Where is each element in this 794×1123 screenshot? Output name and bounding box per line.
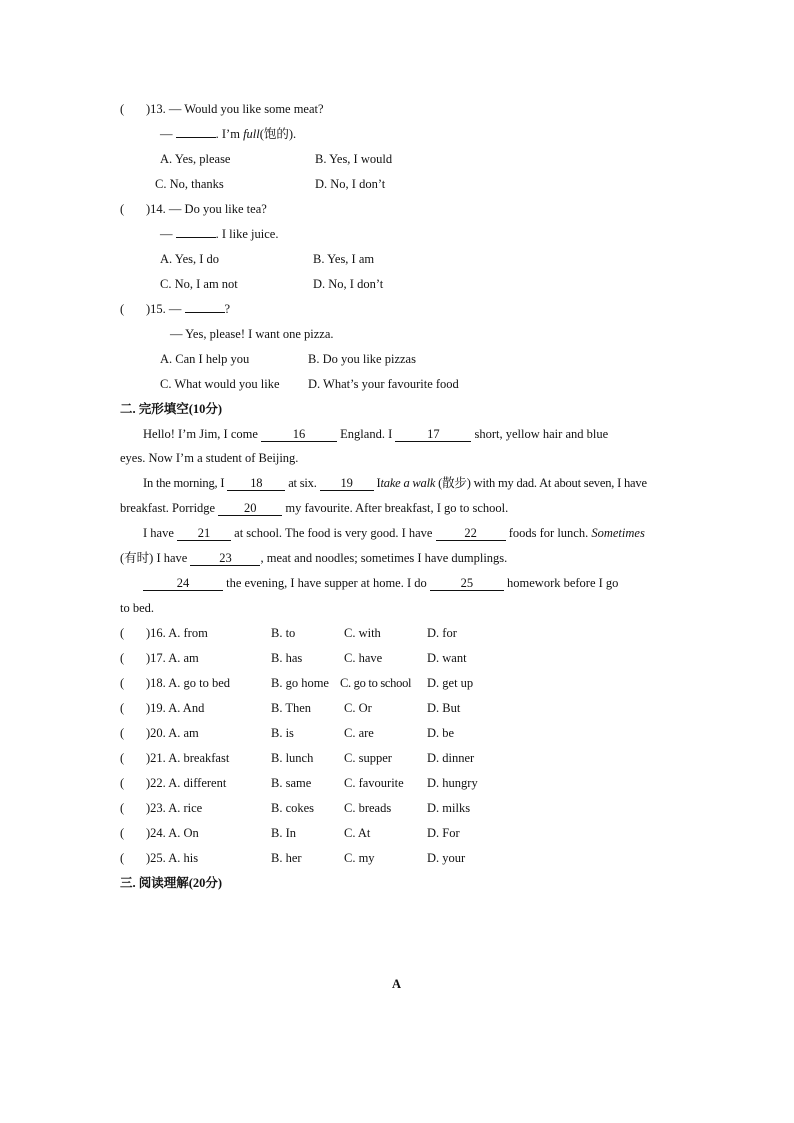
passage-text: , meat and noodles; sometimes I have dumplings. bbox=[260, 551, 508, 565]
passage-text: homework before I go bbox=[507, 576, 619, 590]
cloze-option-b: B. cokes bbox=[271, 801, 315, 815]
cloze-option-c: C. are bbox=[344, 726, 374, 740]
cloze-option-d: D. For bbox=[427, 826, 460, 840]
cloze-option-c: C. breads bbox=[344, 801, 392, 815]
cloze-option-c: C. At bbox=[344, 826, 371, 840]
cloze-option-b: B. her bbox=[271, 851, 302, 865]
blank-22[interactable]: 22 bbox=[436, 527, 506, 541]
passage-line-7 bbox=[143, 575, 618, 591]
cloze-option-a: )17. A. am bbox=[146, 651, 199, 665]
cloze-option-b: B. same bbox=[271, 776, 312, 790]
cloze-option-b: B. is bbox=[271, 726, 294, 740]
blank-16[interactable]: 16 bbox=[261, 428, 337, 442]
option-a: A. Can I help you bbox=[160, 352, 250, 366]
cloze-option-b: B. to bbox=[271, 626, 296, 640]
cloze-option-d: D. be bbox=[427, 726, 455, 740]
blank-25[interactable]: 25 bbox=[430, 577, 504, 591]
cloze-option-c: C. favourite bbox=[344, 776, 404, 790]
cloze-option-b: B. has bbox=[271, 651, 303, 665]
cloze-option-d: D. But bbox=[427, 701, 461, 715]
reply-dash: — bbox=[160, 227, 173, 241]
reply-word: full bbox=[243, 127, 260, 141]
answer-blank[interactable] bbox=[176, 237, 216, 238]
cloze-option-a: )22. A. different bbox=[146, 776, 227, 790]
option-a: A. Yes, I do bbox=[160, 252, 220, 266]
cloze-option-a: )23. A. rice bbox=[146, 801, 203, 815]
passage-line-4 bbox=[120, 500, 508, 516]
passage-text: at six. bbox=[288, 476, 317, 490]
passage-text: the evening, I have supper at home. I do bbox=[226, 576, 427, 590]
question-stem: )15. — bbox=[146, 302, 182, 316]
option-c: C. What would you like bbox=[160, 377, 280, 391]
question-13-reply bbox=[160, 126, 296, 142]
passage-text: In the morning, I bbox=[143, 476, 225, 490]
passage-text: I bbox=[376, 476, 381, 490]
passage-line-2: eyes. Now I’m a student of Beijing. bbox=[120, 451, 299, 465]
passage-line-5 bbox=[143, 525, 645, 541]
answer-paren: ( bbox=[120, 302, 125, 316]
cloze-option-b: B. Then bbox=[271, 701, 312, 715]
option-d: D. What’s your favourite food bbox=[308, 377, 459, 391]
reply-text: . I like juice. bbox=[215, 227, 279, 241]
cloze-option-d: D. dinner bbox=[427, 751, 475, 765]
answer-paren: ( bbox=[120, 726, 125, 740]
blank-20[interactable]: 20 bbox=[218, 502, 282, 516]
cloze-option-a: )21. A. breakfast bbox=[146, 751, 230, 765]
passage-line-1 bbox=[143, 426, 608, 442]
blank-18[interactable]: 18 bbox=[227, 477, 285, 491]
answer-paren: ( bbox=[120, 202, 125, 216]
answer-paren: ( bbox=[120, 626, 125, 640]
question-15 bbox=[120, 301, 230, 317]
answer-paren: ( bbox=[120, 826, 125, 840]
blank-23[interactable]: 23 bbox=[190, 552, 260, 566]
section-3-title: 三. 阅读理解(20分) bbox=[120, 876, 223, 890]
blank-24[interactable]: 24 bbox=[143, 577, 223, 591]
passage-text: foods for lunch. bbox=[508, 526, 589, 540]
passage-text: (散步) with my dad. At about seven, I have bbox=[438, 476, 647, 490]
section-3-subtitle: A bbox=[392, 977, 402, 991]
question-14-reply bbox=[160, 226, 278, 242]
passage-text: Hello! I’m Jim, I come bbox=[143, 427, 258, 441]
blank-21[interactable]: 21 bbox=[177, 527, 231, 541]
option-b: B. Yes, I would bbox=[315, 152, 393, 166]
answer-paren: ( bbox=[120, 776, 125, 790]
answer-blank[interactable] bbox=[185, 312, 225, 313]
question-stem: )13. — Would you like some meat? bbox=[146, 102, 324, 116]
answer-paren: ( bbox=[120, 651, 125, 665]
cloze-option-c: C. Or bbox=[344, 701, 372, 715]
cloze-option-a: )25. A. his bbox=[146, 851, 199, 865]
option-b: B. Do you like pizzas bbox=[308, 352, 416, 366]
cloze-option-a: )16. A. from bbox=[146, 626, 208, 640]
option-d: D. No, I don’t bbox=[315, 177, 386, 191]
passage-italic: take a walk bbox=[380, 476, 436, 490]
passage-text: breakfast. Porridge bbox=[120, 501, 216, 515]
question-13 bbox=[120, 101, 324, 117]
answer-paren: ( bbox=[120, 102, 125, 116]
cloze-option-c: C. with bbox=[344, 626, 381, 640]
passage-italic: Sometimes bbox=[591, 526, 645, 540]
blank-19[interactable]: 19 bbox=[320, 477, 374, 491]
passage-text: my favourite. After breakfast, I go to school. bbox=[285, 501, 509, 515]
cloze-option-b: B. go home bbox=[271, 676, 329, 690]
answer-paren: ( bbox=[120, 751, 125, 765]
question-15-reply: — Yes, please! I want one pizza. bbox=[170, 327, 334, 341]
cloze-option-d: D. hungry bbox=[427, 776, 478, 790]
cloze-option-b: B. lunch bbox=[271, 751, 314, 765]
option-c: C. No, thanks bbox=[155, 177, 224, 191]
answer-paren: ( bbox=[120, 851, 125, 865]
cloze-option-d: D. for bbox=[427, 626, 457, 640]
cloze-option-a: )18. A. go to bed bbox=[146, 676, 231, 690]
cloze-option-a: )19. A. And bbox=[146, 701, 205, 715]
cloze-option-a: )20. A. am bbox=[146, 726, 199, 740]
reply-dash: — bbox=[160, 127, 173, 141]
passage-text: short, yellow hair and blue bbox=[474, 427, 609, 441]
passage-text: I have bbox=[143, 526, 174, 540]
option-a: A. Yes, please bbox=[160, 152, 231, 166]
passage-text: at school. The food is very good. I have bbox=[234, 526, 433, 540]
question-14 bbox=[120, 201, 267, 217]
blank-17[interactable]: 17 bbox=[395, 428, 471, 442]
passage-text: (有时) I have bbox=[120, 551, 188, 565]
option-d: D. No, I don’t bbox=[313, 277, 384, 291]
passage-line-8: to bed. bbox=[120, 601, 155, 615]
cloze-option-d: D. want bbox=[427, 651, 467, 665]
option-b: B. Yes, I am bbox=[313, 252, 375, 266]
cloze-option-c: C. my bbox=[344, 851, 375, 865]
cloze-option-b: B. In bbox=[271, 826, 296, 840]
cloze-option-c: C. have bbox=[344, 651, 383, 665]
cloze-option-d: D. milks bbox=[427, 801, 471, 815]
answer-blank[interactable] bbox=[176, 137, 216, 138]
reply-note: (饱的). bbox=[259, 127, 297, 141]
cloze-option-c: C. go to school bbox=[340, 676, 412, 690]
answer-paren: ( bbox=[120, 701, 125, 715]
section-2-title: 二. 完形填空(10分) bbox=[120, 402, 223, 416]
question-stem: )14. — Do you like tea? bbox=[146, 202, 267, 216]
question-stem-end: ? bbox=[224, 302, 231, 316]
cloze-option-c: C. supper bbox=[344, 751, 392, 765]
cloze-option-d: D. get up bbox=[427, 676, 474, 690]
cloze-option-d: D. your bbox=[427, 851, 466, 865]
answer-paren: ( bbox=[120, 676, 125, 690]
option-c: C. No, I am not bbox=[160, 277, 238, 291]
answer-paren: ( bbox=[120, 801, 125, 815]
passage-line-6 bbox=[120, 550, 507, 566]
passage-line-3 bbox=[143, 475, 647, 491]
reply-text: . I’m bbox=[215, 127, 240, 141]
cloze-option-a: )24. A. On bbox=[146, 826, 199, 840]
passage-text: England. I bbox=[340, 427, 393, 441]
